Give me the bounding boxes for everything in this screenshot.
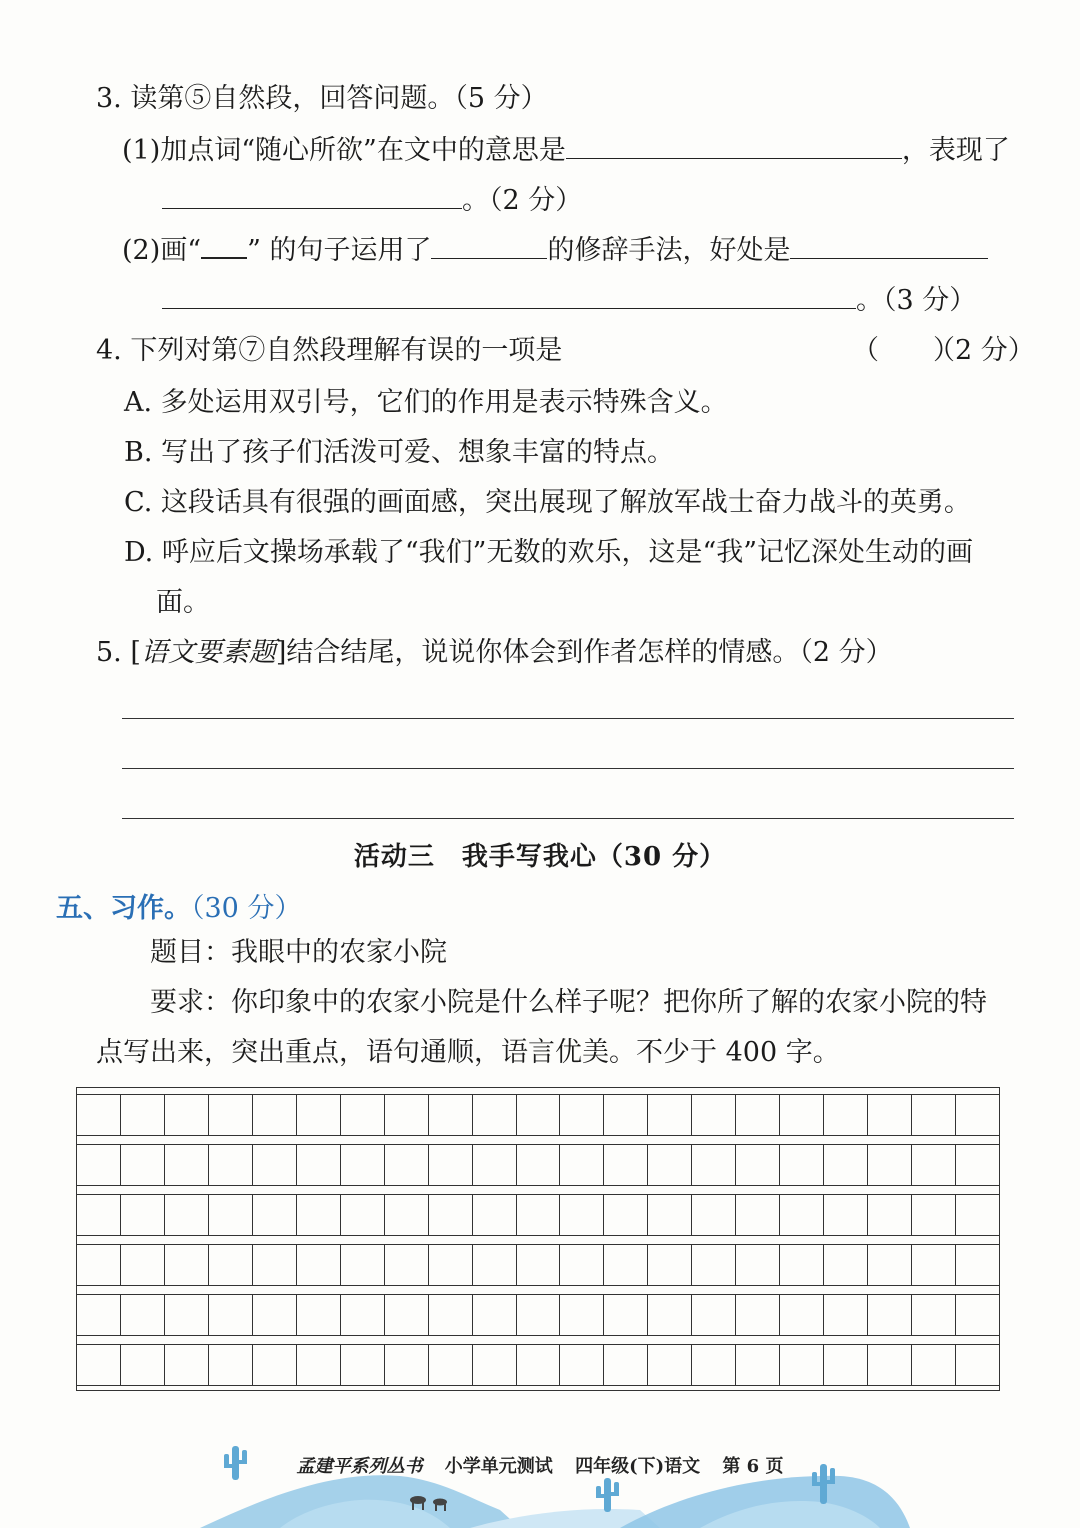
grid-row[interactable] xyxy=(77,1194,999,1236)
grid-cell[interactable] xyxy=(648,1195,692,1235)
grid-cell[interactable] xyxy=(473,1245,517,1285)
grid-cell[interactable] xyxy=(560,1095,604,1135)
grid-cell[interactable] xyxy=(868,1145,912,1185)
grid-cell[interactable] xyxy=(604,1345,648,1385)
grid-cell[interactable] xyxy=(165,1095,209,1135)
grid-cell[interactable] xyxy=(341,1295,385,1335)
grid-cell[interactable] xyxy=(560,1145,604,1185)
q4-option-c: C. 这段话具有很强的画面感，突出展现了解放军战士奋力战斗的英勇。 xyxy=(124,487,971,518)
grid-cell[interactable] xyxy=(736,1245,780,1285)
grid-cell[interactable] xyxy=(517,1145,561,1185)
q3-part1-cont xyxy=(162,184,582,218)
grid-cell[interactable] xyxy=(780,1195,824,1235)
grid-cell[interactable] xyxy=(956,1095,999,1135)
q5-answer-line-2[interactable] xyxy=(122,768,1014,769)
grid-cell[interactable] xyxy=(385,1095,429,1135)
grid-cell[interactable] xyxy=(77,1095,121,1135)
grid-cell[interactable] xyxy=(77,1295,121,1335)
grid-cell[interactable] xyxy=(517,1295,561,1335)
grid-cell[interactable] xyxy=(297,1295,341,1335)
grid-cell[interactable] xyxy=(77,1245,121,1285)
grid-cell[interactable] xyxy=(604,1195,648,1235)
grid-cell[interactable] xyxy=(297,1245,341,1285)
grid-cell[interactable] xyxy=(736,1295,780,1335)
grid-cell[interactable] xyxy=(165,1245,209,1285)
grid-cell[interactable] xyxy=(912,1195,956,1235)
q4-option-a: A. 多处运用双引号，它们的作用是表示特殊含义。 xyxy=(124,387,728,418)
grid-row[interactable] xyxy=(77,1244,999,1286)
grid-cell[interactable] xyxy=(868,1345,912,1385)
grid-cell[interactable] xyxy=(912,1095,956,1135)
grid-cell[interactable] xyxy=(560,1245,604,1285)
grid-cell[interactable] xyxy=(429,1195,473,1235)
q5-prefix: 5. [ xyxy=(96,637,141,668)
grid-cell[interactable] xyxy=(121,1345,165,1385)
grid-cell[interactable] xyxy=(341,1145,385,1185)
q3-p2-blank1[interactable] xyxy=(431,234,547,259)
q3-p1-blank2[interactable] xyxy=(162,184,462,209)
grid-cell[interactable] xyxy=(824,1145,868,1185)
grid-cell[interactable] xyxy=(121,1145,165,1185)
grid-cell[interactable] xyxy=(560,1345,604,1385)
grid-cell[interactable] xyxy=(473,1295,517,1335)
q4-answer-paren[interactable]: （ ） xyxy=(852,335,960,366)
grid-cell[interactable] xyxy=(297,1095,341,1135)
grid-cell[interactable] xyxy=(648,1145,692,1185)
grid-cell[interactable] xyxy=(385,1195,429,1235)
grid-cell[interactable] xyxy=(165,1295,209,1335)
grid-cell[interactable] xyxy=(209,1145,253,1185)
grid-cell[interactable] xyxy=(824,1345,868,1385)
q3-part1 xyxy=(122,134,1010,168)
grid-cell[interactable] xyxy=(209,1345,253,1385)
grid-cell[interactable] xyxy=(297,1145,341,1185)
grid-cell[interactable] xyxy=(560,1195,604,1235)
grid-cell[interactable] xyxy=(429,1145,473,1185)
writing-grid[interactable] xyxy=(76,1087,1000,1391)
grid-cell[interactable] xyxy=(121,1195,165,1235)
writing-head-label: 五、习作。 xyxy=(56,893,191,924)
grid-cell[interactable] xyxy=(165,1345,209,1385)
grid-cell[interactable] xyxy=(648,1345,692,1385)
writing-heading xyxy=(56,886,301,925)
grid-cell[interactable] xyxy=(429,1095,473,1135)
grid-cell[interactable] xyxy=(77,1345,121,1385)
grid-cell[interactable] xyxy=(692,1095,736,1135)
grid-cell[interactable] xyxy=(297,1195,341,1235)
footer-grade: 四年级(下)语文 xyxy=(575,1456,701,1477)
grid-cell[interactable] xyxy=(385,1295,429,1335)
grid-cell[interactable] xyxy=(692,1145,736,1185)
page-footer xyxy=(0,1452,1080,1478)
grid-cell[interactable] xyxy=(780,1245,824,1285)
grid-cell[interactable] xyxy=(912,1245,956,1285)
grid-cell[interactable] xyxy=(341,1345,385,1385)
grid-cell[interactable] xyxy=(824,1295,868,1335)
q3-p2-blank2[interactable] xyxy=(790,234,988,259)
grid-cell[interactable] xyxy=(780,1345,824,1385)
grid-cell[interactable] xyxy=(473,1345,517,1385)
footer-page: 第 6 页 xyxy=(722,1456,784,1477)
q3-part2 xyxy=(122,234,988,268)
grid-cell[interactable] xyxy=(780,1095,824,1135)
grid-cell[interactable] xyxy=(868,1095,912,1135)
grid-cell[interactable] xyxy=(868,1295,912,1335)
grid-cell[interactable] xyxy=(77,1195,121,1235)
grid-cell[interactable] xyxy=(956,1195,999,1235)
grid-cell[interactable] xyxy=(121,1095,165,1135)
grid-cell[interactable] xyxy=(297,1345,341,1385)
grid-cell[interactable] xyxy=(736,1145,780,1185)
grid-cell[interactable] xyxy=(912,1145,956,1185)
grid-cell[interactable] xyxy=(209,1095,253,1135)
grid-cell[interactable] xyxy=(648,1295,692,1335)
grid-cell[interactable] xyxy=(604,1245,648,1285)
grid-row[interactable] xyxy=(77,1144,999,1186)
q4-points: （2 分） xyxy=(928,335,1035,366)
q3-p1-end: 。（2 分） xyxy=(462,185,583,216)
grid-cell[interactable] xyxy=(209,1295,253,1335)
grid-cell[interactable] xyxy=(253,1095,297,1135)
grid-cell[interactable] xyxy=(77,1145,121,1185)
writing-topic: 题目：我眼中的农家小院 xyxy=(150,937,447,968)
grid-cell[interactable] xyxy=(121,1295,165,1335)
grid-cell[interactable] xyxy=(341,1195,385,1235)
q4-option-d: D. 呼应后文操场承载了“我们”无数的欢乐，这是“我”记忆深处生动的画 xyxy=(124,537,974,568)
grid-cell[interactable] xyxy=(956,1245,999,1285)
q3-p2-mid2: 的修辞手法，好处是 xyxy=(547,235,791,266)
q3-part2-cont xyxy=(162,284,976,318)
grid-cell[interactable] xyxy=(956,1295,999,1335)
grid-cell[interactable] xyxy=(956,1345,999,1385)
grid-cell[interactable] xyxy=(165,1145,209,1185)
q5-answer-line-1[interactable] xyxy=(122,718,1014,719)
grid-cell[interactable] xyxy=(824,1245,868,1285)
grid-row[interactable] xyxy=(77,1094,999,1136)
grid-cell[interactable] xyxy=(736,1095,780,1135)
grid-cell[interactable] xyxy=(956,1145,999,1185)
grid-cell[interactable] xyxy=(429,1345,473,1385)
grid-cell[interactable] xyxy=(780,1145,824,1185)
grid-cell[interactable] xyxy=(165,1195,209,1235)
footer-series: 孟建平系列丛书 xyxy=(296,1456,423,1477)
q5-tag: 语文要素题 xyxy=(140,637,276,668)
grid-cell[interactable] xyxy=(648,1095,692,1135)
grid-cell[interactable] xyxy=(121,1245,165,1285)
writing-req-2: 点写出来，突出重点，语句通顺，语言优美。不少于 400 字。 xyxy=(96,1037,840,1068)
grid-cell[interactable] xyxy=(604,1295,648,1335)
grid-cell[interactable] xyxy=(253,1145,297,1185)
writing-req-1: 要求：你印象中的农家小院是什么样子呢？把你所了解的农家小院的特 xyxy=(150,987,987,1018)
q3-p2-end: 。（3 分） xyxy=(856,285,977,316)
grid-cell[interactable] xyxy=(517,1195,561,1235)
grid-cell[interactable] xyxy=(473,1195,517,1235)
grid-row[interactable] xyxy=(77,1344,999,1386)
grid-cell[interactable] xyxy=(604,1095,648,1135)
grid-cell[interactable] xyxy=(429,1295,473,1335)
grid-cell[interactable] xyxy=(868,1245,912,1285)
grid-cell[interactable] xyxy=(473,1145,517,1185)
q4-option-b: B. 写出了孩子们活泼可爱、想象丰富的特点。 xyxy=(124,437,675,468)
grid-cell[interactable] xyxy=(341,1245,385,1285)
grid-cell[interactable] xyxy=(209,1195,253,1235)
q3-p2-mid: ” 的句子运用了 xyxy=(247,235,432,266)
grid-cell[interactable] xyxy=(473,1095,517,1135)
grid-cell[interactable] xyxy=(648,1245,692,1285)
grid-cell[interactable] xyxy=(692,1195,736,1235)
grid-cell[interactable] xyxy=(253,1195,297,1235)
grid-cell[interactable] xyxy=(868,1195,912,1235)
grid-cell[interactable] xyxy=(209,1245,253,1285)
grid-cell[interactable] xyxy=(253,1295,297,1335)
grid-cell[interactable] xyxy=(385,1145,429,1185)
q5-stem xyxy=(96,636,893,670)
q5-answer-line-3[interactable] xyxy=(122,818,1014,819)
grid-cell[interactable] xyxy=(736,1195,780,1235)
grid-cell[interactable] xyxy=(253,1245,297,1285)
q4-stem-row xyxy=(96,334,1035,368)
grid-cell[interactable] xyxy=(341,1095,385,1135)
grid-cell[interactable] xyxy=(385,1245,429,1285)
grid-cell[interactable] xyxy=(253,1345,297,1385)
grid-cell[interactable] xyxy=(780,1295,824,1335)
underline-mark xyxy=(201,235,247,259)
grid-cell[interactable] xyxy=(692,1345,736,1385)
grid-cell[interactable] xyxy=(824,1195,868,1235)
q3-stem: 3. 读第⑤自然段，回答问题。（5 分） xyxy=(96,83,548,114)
grid-cell[interactable] xyxy=(385,1345,429,1385)
q3-p2-blank3[interactable] xyxy=(162,284,856,309)
activity-title: 活动三 我手写我心（30 分） xyxy=(353,842,727,872)
q4-option-d-cont: 面。 xyxy=(156,587,210,618)
grid-cell[interactable] xyxy=(517,1095,561,1135)
q3-p1-blank1[interactable] xyxy=(566,134,902,159)
grid-cell[interactable] xyxy=(517,1245,561,1285)
grid-cell[interactable] xyxy=(692,1295,736,1335)
q3-p2-prefix: (2)画“ xyxy=(122,235,202,266)
grid-cell[interactable] xyxy=(692,1245,736,1285)
grid-cell[interactable] xyxy=(824,1095,868,1135)
grid-cell[interactable] xyxy=(560,1295,604,1335)
grid-cell[interactable] xyxy=(736,1345,780,1385)
grid-cell[interactable] xyxy=(429,1245,473,1285)
writing-head-points: （30 分） xyxy=(191,893,302,924)
grid-cell[interactable] xyxy=(517,1345,561,1385)
q3-p1-prefix: (1)加点词“随心所欲”在文中的意思是 xyxy=(122,135,566,166)
grid-row[interactable] xyxy=(77,1294,999,1336)
grid-cell[interactable] xyxy=(912,1345,956,1385)
grid-cell[interactable] xyxy=(604,1145,648,1185)
footer-book: 小学单元测试 xyxy=(444,1456,553,1477)
q5-suffix: ]结合结尾，说说你体会到作者怎样的情感。（2 分） xyxy=(275,637,893,668)
q4-stem: 4. 下列对第⑦自然段理解有误的一项是 xyxy=(96,335,563,366)
grid-cell[interactable] xyxy=(912,1295,956,1335)
q3-p1-suffix: ，表现了 xyxy=(901,135,1010,166)
